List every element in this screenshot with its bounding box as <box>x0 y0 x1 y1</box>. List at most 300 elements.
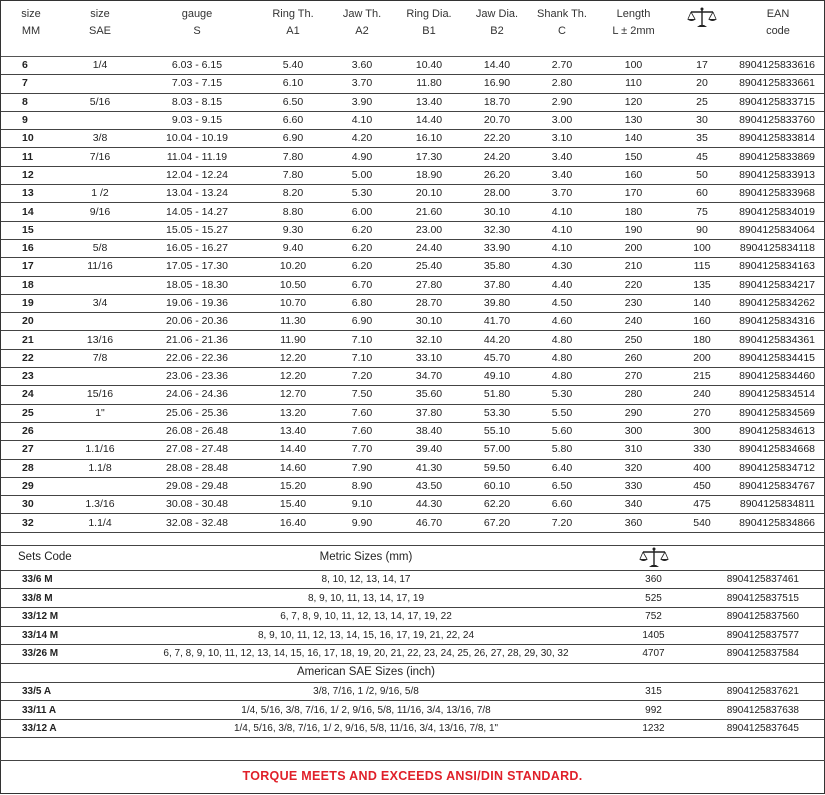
cell-jaw-diameter: 59.50 <box>464 459 530 477</box>
cell-shank-thickness: 7.20 <box>530 514 594 532</box>
cell-size-mm: 30 <box>0 496 62 514</box>
cell-weight: 300 <box>673 422 731 440</box>
cell-ring-thickness: 15.20 <box>256 477 330 495</box>
cell-jaw-diameter: 41.70 <box>464 313 530 331</box>
cell-gauge: 8.03 - 8.15 <box>138 93 256 111</box>
set-sizes: 8, 9, 10, 11, 13, 14, 17, 19 <box>112 589 620 608</box>
cell-length: 200 <box>594 239 673 257</box>
header-label: size <box>21 8 41 20</box>
cell-jaw-diameter: 30.10 <box>464 203 530 221</box>
cell-jaw-thickness: 6.80 <box>330 294 394 312</box>
cell-weight: 135 <box>673 276 731 294</box>
cell-jaw-thickness: 7.60 <box>330 404 394 422</box>
cell-gauge: 22.06 - 22.36 <box>138 349 256 367</box>
cell-jaw-thickness: 7.60 <box>330 422 394 440</box>
set-sizes: 6, 7, 8, 9, 10, 11, 12, 13, 14, 17, 19, 22 <box>112 607 620 626</box>
cell-ring-thickness: 12.70 <box>256 386 330 404</box>
cell-size-mm: 16 <box>0 239 62 257</box>
cell-ring-thickness: 16.40 <box>256 514 330 532</box>
cell-jaw-thickness: 6.20 <box>330 258 394 276</box>
cell-ean-code: 8904125834767 <box>731 477 825 495</box>
cell-ean-code: 8904125834415 <box>731 349 825 367</box>
cell-jaw-thickness: 6.20 <box>330 239 394 257</box>
cell-jaw-thickness: 5.00 <box>330 166 394 184</box>
cell-size-sae: 1" <box>62 404 138 422</box>
cell-ean-code: 8904125834316 <box>731 313 825 331</box>
cell-length: 160 <box>594 166 673 184</box>
cell-jaw-thickness: 3.70 <box>330 75 394 93</box>
header-label: Ring Th. <box>272 8 314 20</box>
cell-ring-diameter: 33.10 <box>394 349 464 367</box>
cell-gauge: 16.05 - 16.27 <box>138 239 256 257</box>
cell-gauge: 17.05 - 17.30 <box>138 258 256 276</box>
cell-size-mm: 8 <box>0 93 62 111</box>
cell-shank-thickness: 3.10 <box>530 130 594 148</box>
header-sublabel: S <box>193 25 201 37</box>
cell-length: 140 <box>594 130 673 148</box>
cell-jaw-diameter: 67.20 <box>464 514 530 532</box>
cell-shank-thickness: 4.10 <box>530 203 594 221</box>
header-label: EAN <box>766 8 790 20</box>
cell-ring-diameter: 35.60 <box>394 386 464 404</box>
cell-weight: 90 <box>673 221 731 239</box>
cell-shank-thickness: 4.60 <box>530 313 594 331</box>
cell-ring-diameter: 10.40 <box>394 57 464 75</box>
set-code: 33/12 M <box>0 607 112 626</box>
cell-weight: 450 <box>673 477 731 495</box>
cell-ring-diameter: 17.30 <box>394 148 464 166</box>
cell-shank-thickness: 4.50 <box>530 294 594 312</box>
cell-size-sae: 1.1/8 <box>62 459 138 477</box>
cell-gauge: 7.03 - 7.15 <box>138 75 256 93</box>
cell-weight: 35 <box>673 130 731 148</box>
set-weight: 360 <box>620 570 687 589</box>
cell-gauge: 26.08 - 26.48 <box>138 422 256 440</box>
cell-gauge: 30.08 - 30.48 <box>138 496 256 514</box>
cell-length: 210 <box>594 258 673 276</box>
cell-jaw-thickness: 3.60 <box>330 57 394 75</box>
cell-weight: 45 <box>673 148 731 166</box>
cell-ring-thickness: 14.60 <box>256 459 330 477</box>
cell-jaw-diameter: 24.20 <box>464 148 530 166</box>
set-sizes: 6, 7, 8, 9, 10, 11, 12, 13, 14, 15, 16, 17, 18, 19, 20, 21, 22, 23, 24, 25, 26, 27, 28, 29, 30, 32 <box>112 645 620 664</box>
cell-gauge: 27.08 - 27.48 <box>138 441 256 459</box>
cell-size-mm: 25 <box>0 404 62 422</box>
cell-ean-code: 8904125833760 <box>731 111 825 129</box>
cell-length: 320 <box>594 459 673 477</box>
cell-gauge: 28.08 - 28.48 <box>138 459 256 477</box>
cell-ring-thickness: 9.30 <box>256 221 330 239</box>
cell-ean-code: 8904125833616 <box>731 57 825 75</box>
cell-ring-thickness: 8.80 <box>256 203 330 221</box>
set-weight: 4707 <box>620 645 687 664</box>
header-label: Length <box>616 8 651 20</box>
cell-length: 190 <box>594 221 673 239</box>
cell-ring-diameter: 30.10 <box>394 313 464 331</box>
set-weight: 992 <box>620 701 687 720</box>
cell-jaw-diameter: 18.70 <box>464 93 530 111</box>
cell-shank-thickness: 2.90 <box>530 93 594 111</box>
header-label: gauge <box>181 8 213 20</box>
cell-gauge: 14.05 - 14.27 <box>138 203 256 221</box>
cell-weight: 240 <box>673 386 731 404</box>
cell-gauge: 15.05 - 15.27 <box>138 221 256 239</box>
cell-jaw-thickness: 7.20 <box>330 368 394 386</box>
cell-ring-thickness: 8.20 <box>256 185 330 203</box>
cell-jaw-diameter: 14.40 <box>464 57 530 75</box>
cell-length: 120 <box>594 93 673 111</box>
cell-weight: 160 <box>673 313 731 331</box>
cell-size-mm: 18 <box>0 276 62 294</box>
cell-length: 250 <box>594 331 673 349</box>
cell-shank-thickness: 6.50 <box>530 477 594 495</box>
header-label: Jaw Dia. <box>475 8 519 20</box>
cell-size-sae: 1/4 <box>62 57 138 75</box>
cell-ean-code: 8904125833715 <box>731 93 825 111</box>
cell-size-mm: 11 <box>0 148 62 166</box>
cell-gauge: 18.05 - 18.30 <box>138 276 256 294</box>
cell-size-sae: 1.3/16 <box>62 496 138 514</box>
set-ean: 8904125837584 <box>687 645 825 664</box>
cell-jaw-diameter: 26.20 <box>464 166 530 184</box>
cell-jaw-diameter: 51.80 <box>464 386 530 404</box>
cell-jaw-diameter: 33.90 <box>464 239 530 257</box>
cell-ring-thickness: 10.70 <box>256 294 330 312</box>
set-ean: 8904125837645 <box>687 719 825 738</box>
sets-code-header: Sets Code <box>0 546 112 571</box>
header-sublabel: B2 <box>490 25 504 37</box>
cell-ean-code: 8904125833869 <box>731 148 825 166</box>
cell-weight: 540 <box>673 514 731 532</box>
cell-ring-diameter: 39.40 <box>394 441 464 459</box>
cell-size-sae: 3/4 <box>62 294 138 312</box>
cell-size-mm: 21 <box>0 331 62 349</box>
cell-length: 300 <box>594 422 673 440</box>
cell-jaw-diameter: 32.30 <box>464 221 530 239</box>
cell-jaw-diameter: 28.00 <box>464 185 530 203</box>
cell-size-mm: 6 <box>0 57 62 75</box>
cell-ring-thickness: 13.40 <box>256 422 330 440</box>
set-weight: 525 <box>620 589 687 608</box>
set-weight: 752 <box>620 607 687 626</box>
cell-ring-diameter: 46.70 <box>394 514 464 532</box>
cell-size-mm: 27 <box>0 441 62 459</box>
cell-jaw-thickness: 7.10 <box>330 349 394 367</box>
cell-jaw-thickness: 4.10 <box>330 111 394 129</box>
cell-ean-code: 8904125834361 <box>731 331 825 349</box>
cell-size-sae: 15/16 <box>62 386 138 404</box>
set-sizes: 3/8, 7/16, 1 /2, 9/16, 5/8 <box>112 682 620 701</box>
cell-jaw-diameter: 35.80 <box>464 258 530 276</box>
cell-length: 280 <box>594 386 673 404</box>
cell-shank-thickness: 2.70 <box>530 57 594 75</box>
cell-size-sae: 5/8 <box>62 239 138 257</box>
header-sublabel: A2 <box>355 25 369 37</box>
cell-ring-thickness: 13.20 <box>256 404 330 422</box>
cell-shank-thickness: 5.50 <box>530 404 594 422</box>
cell-ring-thickness: 6.50 <box>256 93 330 111</box>
cell-ring-diameter: 14.40 <box>394 111 464 129</box>
cell-ring-thickness: 12.20 <box>256 368 330 386</box>
cell-size-mm: 29 <box>0 477 62 495</box>
cell-ean-code: 8904125833661 <box>731 75 825 93</box>
header-label: size <box>90 8 110 20</box>
cell-ring-thickness: 6.90 <box>256 130 330 148</box>
cell-ring-diameter: 11.80 <box>394 75 464 93</box>
cell-length: 330 <box>594 477 673 495</box>
cell-shank-thickness: 3.70 <box>530 185 594 203</box>
set-code: 33/14 M <box>0 626 112 645</box>
cell-ring-diameter: 38.40 <box>394 422 464 440</box>
cell-jaw-diameter: 16.90 <box>464 75 530 93</box>
cell-ean-code: 8904125833913 <box>731 166 825 184</box>
cell-length: 310 <box>594 441 673 459</box>
cell-size-sae: 1 /2 <box>62 185 138 203</box>
cell-jaw-diameter: 62.20 <box>464 496 530 514</box>
cell-size-mm: 10 <box>0 130 62 148</box>
cell-ring-thickness: 9.40 <box>256 239 330 257</box>
set-code: 33/8 M <box>0 589 112 608</box>
cell-ring-thickness: 6.60 <box>256 111 330 129</box>
cell-shank-thickness: 6.60 <box>530 496 594 514</box>
cell-shank-thickness: 5.80 <box>530 441 594 459</box>
cell-ring-diameter: 16.10 <box>394 130 464 148</box>
header-label: Shank Th. <box>537 8 587 20</box>
cell-length: 130 <box>594 111 673 129</box>
cell-ean-code: 8904125834866 <box>731 514 825 532</box>
cell-weight: 475 <box>673 496 731 514</box>
cell-weight: 100 <box>673 239 731 257</box>
header-label: Ring Dia. <box>406 8 452 20</box>
cell-jaw-thickness: 4.20 <box>330 130 394 148</box>
cell-weight: 200 <box>673 349 731 367</box>
cell-jaw-thickness: 6.90 <box>330 313 394 331</box>
cell-jaw-diameter: 60.10 <box>464 477 530 495</box>
cell-jaw-thickness: 7.70 <box>330 441 394 459</box>
cell-jaw-diameter: 20.70 <box>464 111 530 129</box>
set-ean: 8904125837621 <box>687 682 825 701</box>
cell-gauge: 24.06 - 24.36 <box>138 386 256 404</box>
cell-length: 220 <box>594 276 673 294</box>
cell-ean-code: 8904125834811 <box>731 496 825 514</box>
cell-ring-diameter: 20.10 <box>394 185 464 203</box>
cell-size-mm: 17 <box>0 258 62 276</box>
cell-shank-thickness: 5.30 <box>530 386 594 404</box>
cell-shank-thickness: 4.30 <box>530 258 594 276</box>
header-sublabel: code <box>766 25 790 37</box>
cell-size-sae: 7/8 <box>62 349 138 367</box>
cell-size-sae: 1.1/4 <box>62 514 138 532</box>
cell-ring-diameter: 32.10 <box>394 331 464 349</box>
set-code: 33/5 A <box>0 682 112 701</box>
cell-jaw-diameter: 39.80 <box>464 294 530 312</box>
cell-jaw-thickness: 4.90 <box>330 148 394 166</box>
cell-length: 230 <box>594 294 673 312</box>
cell-length: 170 <box>594 185 673 203</box>
set-sizes: 8, 10, 12, 13, 14, 17 <box>112 570 620 589</box>
cell-ring-diameter: 41.30 <box>394 459 464 477</box>
set-ean: 8904125837461 <box>687 570 825 589</box>
cell-jaw-diameter: 45.70 <box>464 349 530 367</box>
cell-ean-code: 8904125833968 <box>731 185 825 203</box>
cell-ring-diameter: 21.60 <box>394 203 464 221</box>
cell-jaw-thickness: 6.00 <box>330 203 394 221</box>
cell-jaw-diameter: 53.30 <box>464 404 530 422</box>
cell-shank-thickness: 2.80 <box>530 75 594 93</box>
cell-ring-diameter: 23.00 <box>394 221 464 239</box>
cell-ean-code: 8904125834569 <box>731 404 825 422</box>
cell-size-mm: 9 <box>0 111 62 129</box>
cell-ring-diameter: 37.80 <box>394 404 464 422</box>
cell-ring-thickness: 10.20 <box>256 258 330 276</box>
header-sublabel: C <box>558 25 566 37</box>
cell-jaw-thickness: 6.20 <box>330 221 394 239</box>
cell-jaw-thickness: 8.90 <box>330 477 394 495</box>
cell-ean-code: 8904125834118 <box>731 239 825 257</box>
set-ean: 8904125837638 <box>687 701 825 720</box>
cell-jaw-thickness: 7.50 <box>330 386 394 404</box>
cell-length: 270 <box>594 368 673 386</box>
header-sublabel: SAE <box>88 25 111 37</box>
header-sublabel: MM <box>21 25 41 37</box>
cell-weight: 330 <box>673 441 731 459</box>
cell-ring-diameter: 44.30 <box>394 496 464 514</box>
cell-size-sae: 7/16 <box>62 148 138 166</box>
cell-ring-thickness: 6.10 <box>256 75 330 93</box>
cell-length: 260 <box>594 349 673 367</box>
cell-shank-thickness: 4.10 <box>530 221 594 239</box>
cell-size-mm: 20 <box>0 313 62 331</box>
cell-ring-diameter: 13.40 <box>394 93 464 111</box>
cell-gauge: 10.04 - 10.19 <box>138 130 256 148</box>
cell-length: 180 <box>594 203 673 221</box>
set-code: 33/26 M <box>0 645 112 664</box>
cell-size-mm: 13 <box>0 185 62 203</box>
cell-jaw-diameter: 37.80 <box>464 276 530 294</box>
cell-jaw-thickness: 5.30 <box>330 185 394 203</box>
cell-gauge: 13.04 - 13.24 <box>138 185 256 203</box>
sets-sizes-header: Metric Sizes (mm) <box>112 546 620 571</box>
cell-size-mm: 15 <box>0 221 62 239</box>
set-weight: 1405 <box>620 626 687 645</box>
cell-weight: 17 <box>673 57 731 75</box>
set-weight: 315 <box>620 682 687 701</box>
cell-shank-thickness: 4.80 <box>530 349 594 367</box>
cell-gauge: 32.08 - 32.48 <box>138 514 256 532</box>
cell-jaw-thickness: 7.10 <box>330 331 394 349</box>
header-sublabel: L ± 2mm <box>612 25 655 37</box>
cell-jaw-thickness: 9.10 <box>330 496 394 514</box>
cell-ring-thickness: 7.80 <box>256 166 330 184</box>
footer-standard-note: TORQUE MEETS AND EXCEEDS ANSI/DIN STANDARD. <box>0 760 825 795</box>
cell-gauge: 25.06 - 25.36 <box>138 404 256 422</box>
cell-jaw-diameter: 44.20 <box>464 331 530 349</box>
cell-ring-diameter: 43.50 <box>394 477 464 495</box>
cell-length: 360 <box>594 514 673 532</box>
cell-weight: 60 <box>673 185 731 203</box>
cell-size-sae: 1.1/16 <box>62 441 138 459</box>
cell-weight: 140 <box>673 294 731 312</box>
cell-weight: 30 <box>673 111 731 129</box>
cell-length: 150 <box>594 148 673 166</box>
cell-ring-thickness: 5.40 <box>256 57 330 75</box>
cell-gauge: 11.04 - 11.19 <box>138 148 256 166</box>
cell-size-sae: 11/16 <box>62 258 138 276</box>
cell-ring-thickness: 15.40 <box>256 496 330 514</box>
set-code: 33/12 A <box>0 719 112 738</box>
cell-jaw-thickness: 6.70 <box>330 276 394 294</box>
cell-weight: 215 <box>673 368 731 386</box>
cell-ring-thickness: 10.50 <box>256 276 330 294</box>
cell-ean-code: 8904125834460 <box>731 368 825 386</box>
cell-shank-thickness: 6.40 <box>530 459 594 477</box>
cell-size-mm: 24 <box>0 386 62 404</box>
cell-ring-thickness: 14.40 <box>256 441 330 459</box>
cell-ean-code: 8904125834262 <box>731 294 825 312</box>
cell-ring-diameter: 24.40 <box>394 239 464 257</box>
cell-gauge: 29.08 - 29.48 <box>138 477 256 495</box>
cell-size-sae: 13/16 <box>62 331 138 349</box>
cell-size-mm: 19 <box>0 294 62 312</box>
cell-size-sae: 9/16 <box>62 203 138 221</box>
cell-shank-thickness: 4.80 <box>530 331 594 349</box>
cell-size-mm: 28 <box>0 459 62 477</box>
cell-gauge: 9.03 - 9.15 <box>138 111 256 129</box>
cell-weight: 180 <box>673 331 731 349</box>
cell-weight: 115 <box>673 258 731 276</box>
cell-ean-code: 8904125834613 <box>731 422 825 440</box>
cell-jaw-diameter: 22.20 <box>464 130 530 148</box>
cell-shank-thickness: 3.40 <box>530 148 594 166</box>
sets-sizes-header: American SAE Sizes (inch) <box>112 663 620 682</box>
cell-length: 290 <box>594 404 673 422</box>
cell-ring-thickness: 11.30 <box>256 313 330 331</box>
cell-jaw-diameter: 55.10 <box>464 422 530 440</box>
cell-ean-code: 8904125834217 <box>731 276 825 294</box>
set-ean: 8904125837560 <box>687 607 825 626</box>
cell-ean-code: 8904125834064 <box>731 221 825 239</box>
cell-shank-thickness: 4.80 <box>530 368 594 386</box>
cell-ring-diameter: 18.90 <box>394 166 464 184</box>
cell-size-sae: 3/8 <box>62 130 138 148</box>
cell-gauge: 12.04 - 12.24 <box>138 166 256 184</box>
cell-ean-code: 8904125833814 <box>731 130 825 148</box>
cell-gauge: 23.06 - 23.36 <box>138 368 256 386</box>
set-sizes: 1/4, 5/16, 3/8, 7/16, 1/ 2, 9/16, 5/8, 11/16, 3/4, 13/16, 7/8 <box>112 701 620 720</box>
cell-ring-diameter: 25.40 <box>394 258 464 276</box>
cell-shank-thickness: 4.10 <box>530 239 594 257</box>
cell-size-mm: 12 <box>0 166 62 184</box>
cell-size-mm: 14 <box>0 203 62 221</box>
cell-gauge: 21.06 - 21.36 <box>138 331 256 349</box>
cell-ring-thickness: 11.90 <box>256 331 330 349</box>
set-weight: 1232 <box>620 719 687 738</box>
cell-length: 100 <box>594 57 673 75</box>
set-code: 33/6 M <box>0 570 112 589</box>
cell-size-mm: 23 <box>0 368 62 386</box>
cell-shank-thickness: 5.60 <box>530 422 594 440</box>
header-sublabel: B1 <box>422 25 436 37</box>
cell-jaw-thickness: 3.90 <box>330 93 394 111</box>
cell-ring-diameter: 28.70 <box>394 294 464 312</box>
cell-jaw-thickness: 7.90 <box>330 459 394 477</box>
cell-length: 110 <box>594 75 673 93</box>
set-ean: 8904125837577 <box>687 626 825 645</box>
cell-ean-code: 8904125834163 <box>731 258 825 276</box>
cell-shank-thickness: 3.40 <box>530 166 594 184</box>
cell-shank-thickness: 3.00 <box>530 111 594 129</box>
cell-ring-diameter: 27.80 <box>394 276 464 294</box>
